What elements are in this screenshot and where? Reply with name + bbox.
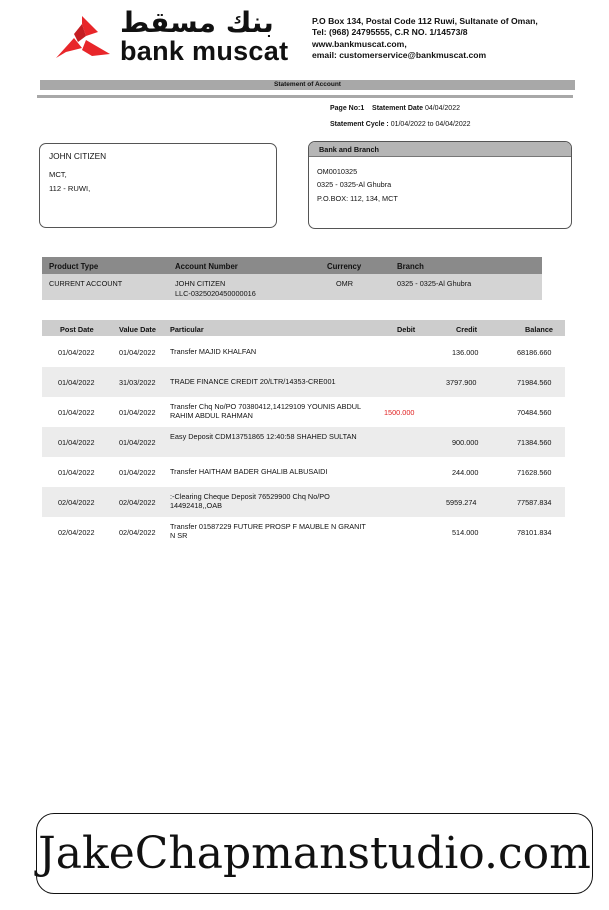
value-date-cell: 02/04/2022	[119, 498, 156, 507]
balance-cell: 77587.834	[517, 498, 552, 507]
balance-cell: 71628.560	[517, 468, 552, 477]
value-date-cell: 01/04/2022	[119, 438, 156, 447]
particular-cell: Easy Deposit CDM13751865 12:40:58 SHAHED SULTAN	[170, 432, 357, 441]
branch-name: 0325 - 0325-Al Ghubra	[317, 180, 392, 189]
value-date-cell: 31/03/2022	[119, 378, 156, 387]
customer-address-line1: MCT,	[49, 170, 67, 179]
debit-cell: 1500.000	[384, 408, 415, 417]
post-date-header: Post Date	[60, 325, 94, 334]
bank-muscat-logo-icon	[52, 14, 114, 64]
balance-cell: 71384.560	[517, 438, 552, 447]
statement-cycle-value: 01/04/2022 to 04/04/2022	[390, 121, 471, 128]
bank-branch-title: Bank and Branch	[309, 142, 572, 157]
particular-header: Particular	[170, 325, 204, 334]
debit-header: Debit	[397, 325, 416, 334]
branch-value: 0325 - 0325-Al Ghubra	[397, 279, 472, 288]
credit-cell: 900.000	[452, 438, 479, 447]
credit-cell: 3797.900	[446, 378, 477, 387]
particular-cell: Transfer Chq No/PO 70380412,14129109 YOUNIS ABDUL RAHIM ABDUL RAHMAN	[170, 402, 361, 420]
statement-title: Statement of Account	[40, 80, 575, 90]
value-date-cell: 01/04/2022	[119, 468, 156, 477]
credit-cell: 244.000	[452, 468, 479, 477]
branch-header: Branch	[397, 262, 424, 271]
credit-cell: 136.000	[452, 348, 479, 357]
post-date-cell: 01/04/2022	[58, 438, 95, 447]
balance-cell: 70484.560	[517, 408, 552, 417]
value-date-header: Value Date	[119, 325, 156, 334]
particular-cell: Transfer MAJID KHALFAN	[170, 347, 257, 356]
value-date-cell: 01/04/2022	[119, 348, 156, 357]
post-date-cell: 01/04/2022	[58, 378, 95, 387]
credit-cell: 514.000	[452, 528, 479, 537]
bank-name-arabic: بنك مسقط	[120, 6, 274, 39]
particular-cell: Transfer 01587229 FUTURE PROSP F MAUBLE N GRANIT N SR	[170, 522, 366, 540]
account-number-value: LLC-0325020450000016	[175, 289, 256, 298]
balance-cell: 78101.834	[517, 528, 552, 537]
title-divider	[37, 95, 573, 98]
statement-date-label: Statement Date	[372, 105, 423, 112]
product-type-header: Product Type	[49, 262, 99, 271]
particular-cell: TRADE FINANCE CREDIT 20/LTR/14353-CRE001	[170, 377, 336, 386]
product-type-value: CURRENT ACCOUNT	[49, 279, 123, 288]
bank-contact-block	[312, 16, 538, 61]
customer-name: JOHN CITIZEN	[49, 151, 107, 161]
statement-cycle-label: Statement Cycle :	[330, 121, 389, 128]
post-date-cell: 01/04/2022	[58, 468, 95, 477]
page-number: 1	[360, 105, 365, 112]
balance-cell: 68186.660	[517, 348, 552, 357]
contact-email[interactable]: email: customerservice@bankmuscat.com	[312, 49, 487, 60]
watermark-text: JakeChapmanstudio.com	[38, 828, 591, 879]
post-date-cell: 01/04/2022	[58, 348, 95, 357]
branch-code: OM0010325	[317, 167, 358, 176]
page-label: Page No:	[330, 105, 361, 112]
branch-po-box: P.O.BOX: 112, 134, MCT	[317, 194, 398, 203]
particular-cell: Transfer HAITHAM BADER GHALIB ALBUSAIDI	[170, 467, 328, 476]
bank-name: bank muscat	[120, 36, 289, 66]
contact-website[interactable]: www.bankmuscat.com,	[312, 38, 407, 49]
credit-header: Credit	[456, 325, 478, 334]
account-number-header: Account Number	[175, 262, 238, 271]
post-date-cell: 02/04/2022	[58, 498, 95, 507]
credit-cell: 5959.274	[446, 498, 477, 507]
account-name-value: JOHN CITIZEN	[175, 279, 226, 288]
balance-cell: 71984.560	[517, 378, 552, 387]
contact-address: P.O Box 134, Postal Code 112 Ruwi, Sultanate of Oman,	[312, 16, 538, 26]
balance-header: Balance	[525, 325, 553, 334]
post-date-cell: 02/04/2022	[58, 528, 95, 537]
currency-value: OMR	[336, 279, 354, 288]
statement-cycle	[330, 121, 471, 128]
value-date-cell: 02/04/2022	[119, 528, 156, 537]
currency-header: Currency	[327, 262, 362, 271]
customer-address-line2: 112 - RUWI,	[49, 184, 91, 193]
product-table-header	[42, 257, 542, 274]
post-date-cell: 01/04/2022	[58, 408, 95, 417]
contact-phone: Tel: (968) 24795555, C.R NO. 1/14573/8	[312, 27, 468, 38]
value-date-cell: 01/04/2022	[119, 408, 156, 417]
page-info	[330, 105, 460, 112]
statement-date: 04/04/2022	[424, 105, 460, 112]
particular-cell: :-Clearing Cheque Deposit 76529900 Chq No/PO 14492418,,OAB	[170, 492, 330, 510]
